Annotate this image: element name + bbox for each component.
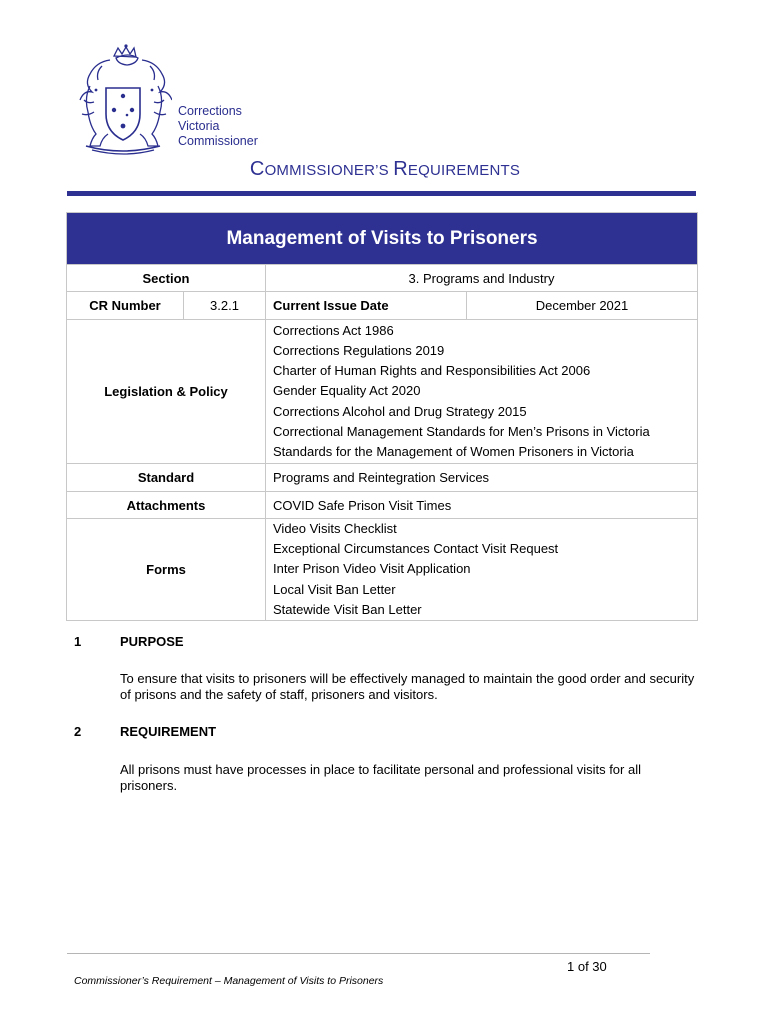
- section-number: 1: [74, 634, 82, 649]
- doc-type-letter: C: [249, 158, 265, 180]
- section-title: REQUIREMENT: [120, 724, 217, 739]
- standard-value: Programs and Reintegration Services: [266, 464, 698, 492]
- cr-number-value: 3.2.1: [184, 292, 266, 320]
- form-item: Exceptional Circumstances Contact Visit Request: [273, 541, 559, 557]
- standard-label: Standard: [67, 464, 266, 492]
- org-line: Commissioner: [178, 134, 258, 148]
- document-info-table: [66, 212, 698, 621]
- form-item: Inter Prison Video Visit Application: [273, 561, 471, 577]
- legislation-item: Charter of Human Rights and Responsibilities Act 2006: [273, 363, 591, 379]
- form-item: Local Visit Ban Letter: [273, 581, 396, 597]
- section-label: Section: [67, 265, 266, 292]
- section-title: PURPOSE: [120, 634, 184, 649]
- issue-date-value: December 2021: [467, 292, 698, 320]
- footer-rule: [67, 953, 650, 954]
- attachments-label: Attachments: [67, 492, 266, 519]
- cr-number-label: CR Number: [67, 292, 184, 320]
- legislation-item: Corrections Act 1986: [273, 322, 394, 338]
- legislation-list: [266, 320, 698, 464]
- section-value: 3. Programs and Industry: [266, 265, 698, 292]
- forms-label: Forms: [67, 519, 266, 621]
- form-item: Statewide Visit Ban Letter: [273, 601, 422, 617]
- section-paragraph: To ensure that visits to prisoners will be effectively managed to maintain the good order and security of prisons and the safety of staff, prisoners and visitors.: [120, 671, 695, 702]
- legislation-item: Standards for the Management of Women Prisoners in Victoria: [273, 444, 634, 459]
- header-rule: [67, 191, 696, 196]
- page-number: 1 of 30: [567, 959, 607, 974]
- legislation-item: Corrections Regulations 2019: [273, 342, 445, 358]
- forms-list: [266, 519, 698, 621]
- legislation-item: Gender Equality Act 2020: [273, 383, 421, 399]
- issue-date-label: Current Issue Date: [266, 292, 467, 320]
- legislation-item: Correctional Management Standards for Men’s Prisons in Victoria: [273, 423, 650, 439]
- table-title: Management of Visits to Prisoners: [67, 213, 698, 265]
- attachments-value: COVID Safe Prison Visit Times: [266, 492, 698, 519]
- legislation-item: Corrections Alcohol and Drug Strategy 2015: [273, 403, 527, 419]
- doc-type-letter: R: [393, 158, 408, 180]
- organization-name: [178, 104, 258, 149]
- org-line: Corrections: [178, 104, 242, 118]
- doc-type-text: OMMISSIONER’S: [264, 162, 394, 179]
- coat-of-arms-logo: [72, 42, 172, 158]
- footer-text: Commissioner’s Requirement – Management of Visits to Prisoners: [74, 975, 384, 987]
- org-line: Victoria: [178, 119, 220, 133]
- section-paragraph: All prisons must have processes in place to facilitate personal and professional visits for all prisoners.: [120, 762, 641, 793]
- document-type-heading: [0, 158, 770, 181]
- legislation-label: Legislation & Policy: [67, 320, 266, 464]
- doc-type-text: EQUIREMENTS: [407, 162, 521, 179]
- form-item: Video Visits Checklist: [273, 521, 397, 536]
- section-number: 2: [74, 724, 82, 739]
